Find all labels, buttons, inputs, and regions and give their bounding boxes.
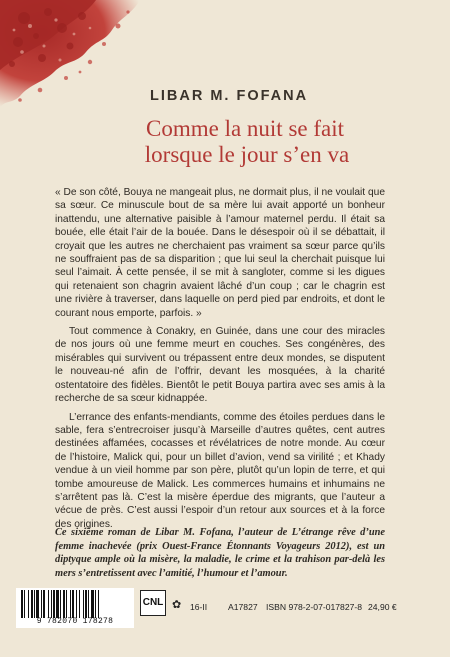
- title-line-1: Comme la nuit se fait: [145, 116, 344, 141]
- barcode-bars: [20, 590, 130, 618]
- blurb-text: [55, 186, 385, 532]
- blurb-paragraph-1: Tout commence à Conakry, en Guinée, dans une cour des miracles de nos jours où une femme meurt en couches. Ses congénères, des misérables qui survivent ou trépassent entre deux mondes, se disputent le nouveau-né afin de l’offrir, devant les mosquées, à la charité ostentatoire des fidèles. Bientôt le petit Bouya partira avec ses amis à la recherche de sa sœur kidnappée.: [55, 326, 385, 405]
- code-ref: A17827: [228, 602, 258, 612]
- title-line-2: lorsque le jour s’en va: [144, 142, 350, 167]
- price: 24,90 €: [368, 602, 397, 612]
- book-title: [95, 116, 395, 168]
- cnl-logo: CNL: [140, 590, 166, 616]
- blurb-closing: Ce sixième roman de Libar M. Fofana, l’auteur de L’étrange rêve d’une femme inachevée (prix Ouest-France Étonnants Voyageurs 2012), est un diptyque ample où la misère, la maladie, le crime et la trahison par-delà les mers s’entretissent avec l’amitié, l’humour et l’amour.: [55, 527, 385, 579]
- red-ink-stain-illustration: [0, 0, 150, 110]
- isbn-barcode: [16, 588, 134, 628]
- back-cover-footer: [16, 588, 436, 628]
- author-name: LIBAR M. FOFANA: [150, 88, 309, 104]
- blurb-paragraph-2: L’errance des enfants-mendiants, comme des étoiles perdues dans le sable, fera s’entrecroiser jusqu’à Marseille d’autres quêtes, cent autres destinées affamées, cocasses et révélatrices de notre monde. Au cœur de l’histoire, Malick qui, pour un billet d’avion, vend sa virilité ; et Khady vendue à un vieil homme par son père, plutôt qu’un lopin de terre, et qui tombe amoureuse de Malick. Les commerces humains et inhumains ne s’arrêtent pas là. C’est la misère éperdue des migrants, que l’auteur a vécue de près. C’est aussi l’espoir d’un retour aux sources et à la force des origines.: [55, 411, 385, 530]
- publisher-mark-icon: ✿: [172, 599, 182, 611]
- code-age: 16-II: [190, 602, 208, 612]
- blurb-quote: « De son côté, Bouya ne mangeait plus, ne dormait plus, il ne voulait que sa sœur. Ce minuscule bout de sa mère lui avait apporté un bonheur inattendu, une alternative paisible à l’amour maternel perdu. Il était sa bouée, elle était l’air de la bouée. Dans le désespoir où il se débattait, il croyait que les autres ne cherchaient pas vraiment sa sœur parce qu’ils ne souffraient pas de sa disparition ; que lui seul la cherchait puisque lui seul l’aimait. À cette pensée, il se mit à sangloter, comme si les digues qui retenaient son chagrin avaient lâché d’un coup ; car le chagrin est une rivière à traverser, dans laquelle on perd pied par endroits, et dont le courant nous emporte, parfois. »: [55, 187, 385, 319]
- isbn-text: ISBN 978-2-07-017827-8: [266, 602, 363, 612]
- barcode-digits: 9 782070 178278: [36, 617, 114, 626]
